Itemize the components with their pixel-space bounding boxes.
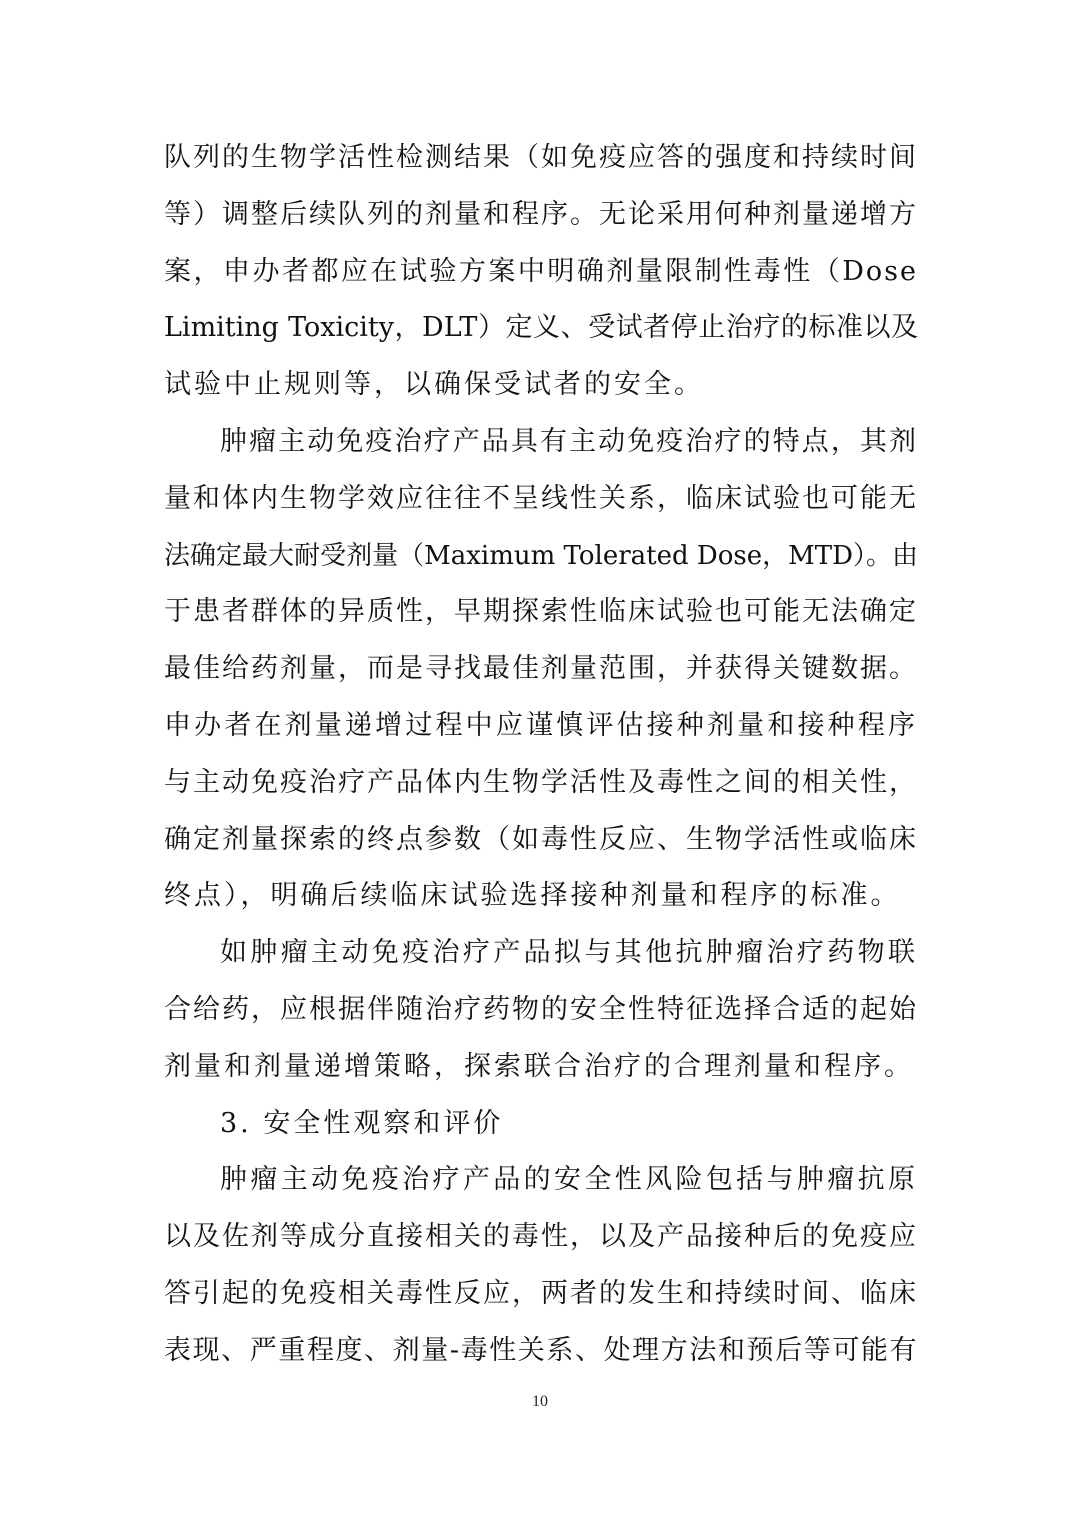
text-line: 案，申办者都应在试验方案中明确剂量限制性毒性（Dose: [164, 255, 918, 287]
text-line: 最佳给药剂量，而是寻找最佳剂量范围，并获得关键数据。: [164, 653, 918, 685]
section-heading: 3. 安全性观察和评价: [220, 1107, 504, 1139]
text-line: 答引起的免疫相关毒性反应，两者的发生和持续时间、临床: [164, 1277, 918, 1309]
page-number: 10: [532, 1393, 548, 1410]
text-line: 以及佐剂等成分直接相关的毒性，以及产品接种后的免疫应: [164, 1221, 918, 1253]
text-line: 法确定最大耐受剂量（Maximum Tolerated Dose，MTD）。由: [164, 540, 918, 571]
text-line: 确定剂量探索的终点参数（如毒性反应、生物学活性或临床: [164, 823, 918, 855]
text-line: 等）调整后续队列的剂量和程序。无论采用何种剂量递增方: [164, 198, 918, 230]
text-line: 表现、严重程度、剂量-毒性关系、处理方法和预后等可能有: [164, 1334, 918, 1366]
text-line: 队列的生物学活性检测结果（如免疫应答的强度和持续时间: [164, 142, 918, 173]
text-line: 合给药，应根据伴随治疗药物的安全性特征选择合适的起始: [164, 993, 918, 1025]
text-line: 肿瘤主动免疫治疗产品的安全性风险包括与肿瘤抗原: [220, 1164, 918, 1196]
text-line: 量和体内生物学效应往往不呈线性关系，临床试验也可能无: [164, 482, 918, 514]
text-line: 如肿瘤主动免疫治疗产品拟与其他抗肿瘤治疗药物联: [220, 937, 918, 969]
text-line: 肿瘤主动免疫治疗产品具有主动免疫治疗的特点，其剂: [220, 425, 918, 457]
text-line: 申办者在剂量递增过程中应谨慎评估接种剂量和接种程序: [164, 709, 918, 741]
text-line: 于患者群体的异质性，早期探索性临床试验也可能无法确定: [164, 596, 918, 628]
body-text: [164, 130, 918, 1380]
text-line: 试验中止规则等，以确保受试者的安全。: [164, 369, 704, 401]
text-line: 终点），明确后续临床试验选择接种剂量和程序的标准。: [164, 880, 901, 912]
text-line: Limiting Toxicity，DLT）定义、受试者停止治疗的标准以及: [164, 312, 918, 344]
text-line: 剂量和剂量递增策略，探索联合治疗的合理剂量和程序。: [164, 1050, 914, 1082]
text-line: 与主动免疫治疗产品体内生物学活性及毒性之间的相关性，: [164, 766, 918, 798]
